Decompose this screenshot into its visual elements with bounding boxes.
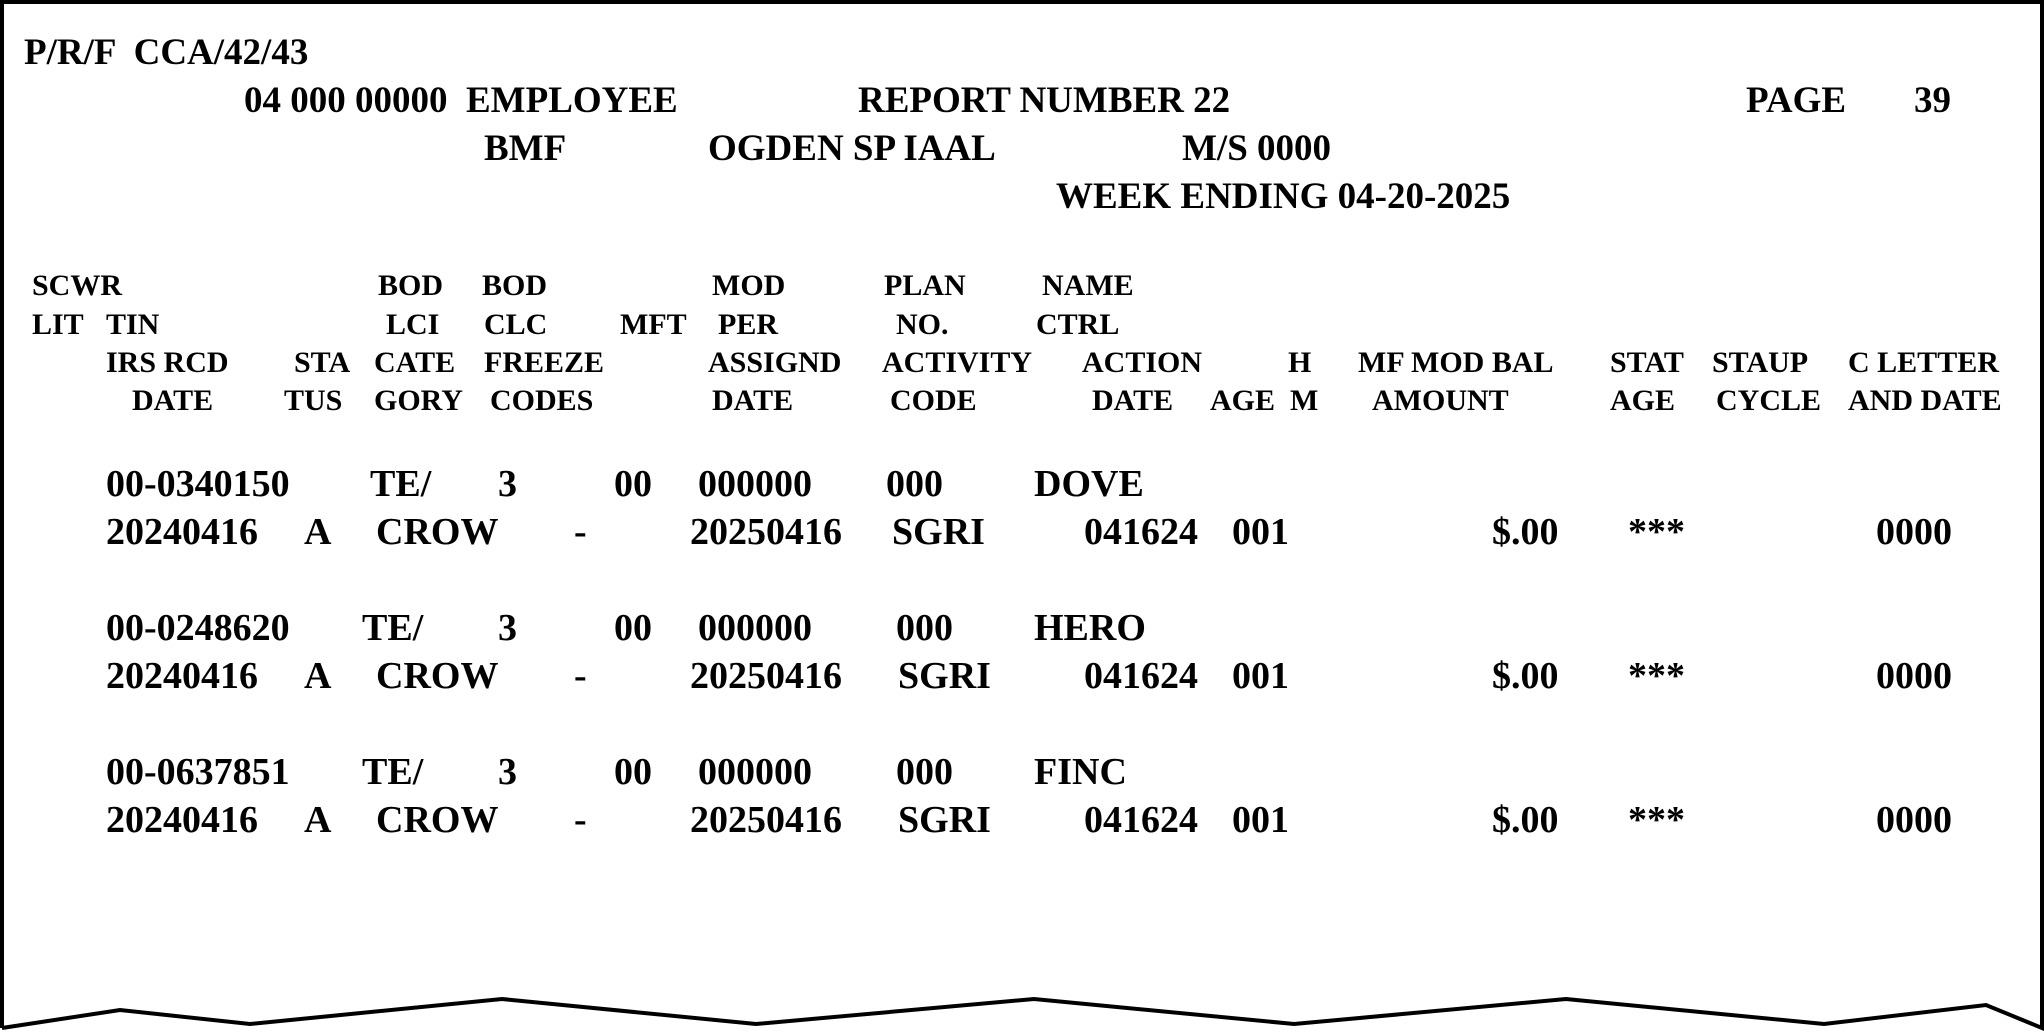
page-number: 39 <box>1914 80 1951 121</box>
record-category: CROW <box>376 799 499 841</box>
record-mft: 00 <box>614 751 652 793</box>
record-activity-code: SGRI <box>898 799 991 841</box>
record-bod-clc: 3 <box>498 751 517 793</box>
record-bod-lci: TE/ <box>370 463 432 505</box>
col-codes: CODES <box>490 384 594 417</box>
col-scwr: SCWR <box>32 269 123 302</box>
record-tin: 00-0637851 <box>106 751 290 793</box>
col-tus: TUS <box>284 384 343 417</box>
col-amount: AMOUNT <box>1372 384 1509 417</box>
employee-line: 04 000 00000 EMPLOYEE <box>244 80 678 121</box>
record-status: A <box>304 511 332 553</box>
record-category: CROW <box>376 511 499 553</box>
record-action-date: 041624 <box>1084 511 1198 553</box>
record-c-letter: 0000 <box>1876 799 1952 841</box>
col-h: H <box>1288 346 1312 379</box>
record-age: 001 <box>1232 511 1289 553</box>
col-no: NO. <box>896 308 949 341</box>
col-c-letter: C LETTER <box>1848 346 1999 379</box>
col-lit: LIT <box>32 308 84 341</box>
record-name-ctrl: FINC <box>1034 751 1127 793</box>
mail-stop: M/S 0000 <box>1182 128 1332 169</box>
record-activity-code: SGRI <box>892 511 985 553</box>
record-c-letter: 0000 <box>1876 655 1952 697</box>
record-plan-no: 000 <box>886 463 943 505</box>
record-mod-per: 000000 <box>698 751 812 793</box>
record-bod-lci: TE/ <box>362 751 424 793</box>
record-name-ctrl: HERO <box>1034 607 1146 649</box>
form-id: P/R/F CCA/42/43 <box>24 32 309 73</box>
record-age: 001 <box>1232 655 1289 697</box>
record-tin: 00-0248620 <box>106 607 290 649</box>
col-age-2: AGE <box>1610 384 1676 417</box>
col-plan: PLAN <box>884 269 966 302</box>
record-bod-clc: 3 <box>498 607 517 649</box>
record-amount: $.00 <box>1492 655 1559 697</box>
col-bod-1: BOD <box>378 269 444 302</box>
col-date-1: DATE <box>132 384 214 417</box>
col-stat: STAT <box>1610 346 1684 379</box>
record-bod-clc: 3 <box>498 463 517 505</box>
col-date-3: DATE <box>1092 384 1174 417</box>
col-m: M <box>1290 384 1319 417</box>
col-name: NAME <box>1042 269 1134 302</box>
record-tin: 00-0340150 <box>106 463 290 505</box>
col-assignd: ASSIGND <box>708 346 842 379</box>
record-irs-rcd-date: 20240416 <box>106 655 258 697</box>
record-activity-code: SGRI <box>898 655 991 697</box>
report-number: REPORT NUMBER 22 <box>858 80 1231 121</box>
col-mf-mod-bal: MF MOD BAL <box>1358 346 1554 379</box>
record-assignd-date: 20250416 <box>690 511 842 553</box>
col-mft: MFT <box>620 308 687 341</box>
record-action-date: 041624 <box>1084 799 1198 841</box>
col-sta: STA <box>294 346 351 379</box>
record-mft: 00 <box>614 463 652 505</box>
col-mod: MOD <box>712 269 786 302</box>
record-stat-age: *** <box>1628 799 1685 841</box>
col-per: PER <box>718 308 778 341</box>
record-status: A <box>304 799 332 841</box>
col-freeze: FREEZE <box>484 346 605 379</box>
record-status: A <box>304 655 332 697</box>
record-freeze-codes: - <box>574 655 587 697</box>
col-and-date: AND DATE <box>1848 384 2002 417</box>
record-stat-age: *** <box>1628 655 1685 697</box>
record-irs-rcd-date: 20240416 <box>106 799 258 841</box>
col-staup: STAUP <box>1712 346 1809 379</box>
col-age: AGE <box>1210 384 1276 417</box>
record-mod-per: 000000 <box>698 607 812 649</box>
week-ending: WEEK ENDING 04-20-2025 <box>1056 176 1511 217</box>
col-activity: ACTIVITY <box>882 346 1033 379</box>
record-assignd-date: 20250416 <box>690 799 842 841</box>
col-cycle: CYCLE <box>1716 384 1822 417</box>
record-plan-no: 000 <box>896 751 953 793</box>
col-lci: LCI <box>386 308 440 341</box>
record-age: 001 <box>1232 799 1289 841</box>
record-name-ctrl: DOVE <box>1034 463 1144 505</box>
record-action-date: 041624 <box>1084 655 1198 697</box>
record-assignd-date: 20250416 <box>690 655 842 697</box>
page-label: PAGE <box>1746 80 1847 121</box>
record-category: CROW <box>376 655 499 697</box>
record-bod-lci: TE/ <box>362 607 424 649</box>
record-freeze-codes: - <box>574 511 587 553</box>
bmf-label: BMF <box>484 128 567 169</box>
record-mft: 00 <box>614 607 652 649</box>
col-action: ACTION <box>1082 346 1203 379</box>
record-amount: $.00 <box>1492 799 1559 841</box>
record-irs-rcd-date: 20240416 <box>106 511 258 553</box>
col-ctrl: CTRL <box>1036 308 1120 341</box>
col-irs-rcd: IRS RCD <box>106 346 229 379</box>
col-clc: CLC <box>484 308 548 341</box>
record-mod-per: 000000 <box>698 463 812 505</box>
record-freeze-codes: - <box>574 799 587 841</box>
col-gory: GORY <box>374 384 463 417</box>
site-label: OGDEN SP IAAL <box>708 128 996 169</box>
record-c-letter: 0000 <box>1876 511 1952 553</box>
record-stat-age: *** <box>1628 511 1685 553</box>
col-date-2: DATE <box>712 384 794 417</box>
col-bod-2: BOD <box>482 269 548 302</box>
record-plan-no: 000 <box>896 607 953 649</box>
col-code: CODE <box>890 384 977 417</box>
record-amount: $.00 <box>1492 511 1559 553</box>
col-cate: CATE <box>374 346 456 379</box>
col-tin: TIN <box>106 308 160 341</box>
